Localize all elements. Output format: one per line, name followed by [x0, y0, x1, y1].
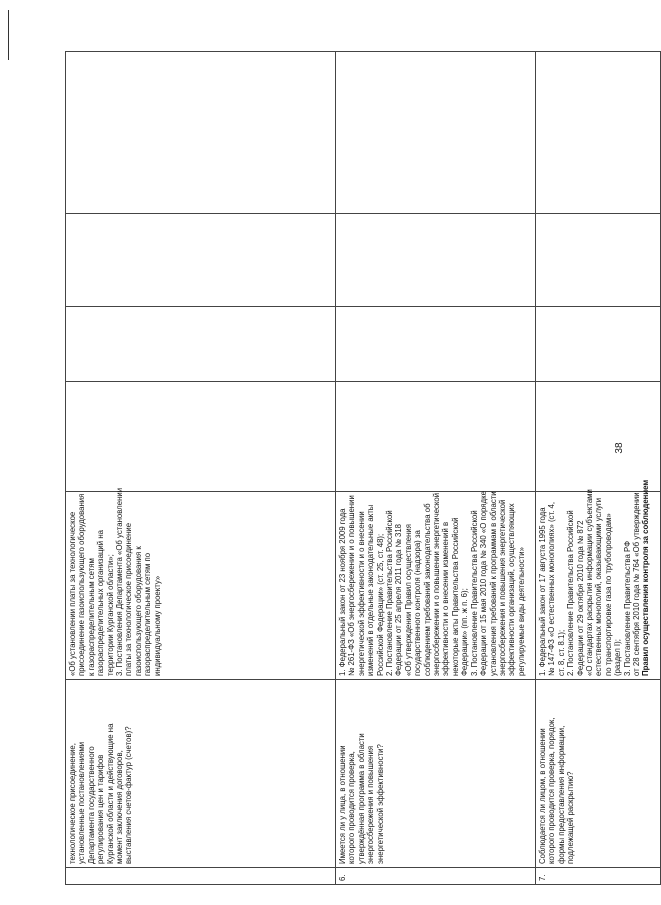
question-line: Курганской области и действующие на	[105, 723, 115, 864]
doc-line: 3. Постановление Правительства РФ	[622, 541, 632, 676]
doc-line: 3. Постановление Правительства Российской	[469, 510, 479, 676]
doc-line: газораспределительных организаций на	[96, 530, 106, 676]
answer-cell	[66, 214, 336, 307]
doc-line: эффективности организаций, осуществляющих	[507, 503, 517, 676]
doc-line: присоединение газоиспользующего оборудования	[77, 493, 87, 676]
row-number: 7.	[536, 868, 661, 885]
doc-line: платы за технологическое присоединение	[124, 522, 134, 676]
question-line: момент заключения договоров,	[115, 750, 125, 864]
question-line: энергосбережения и повышения	[366, 745, 376, 864]
edge-mark	[8, 10, 9, 60]
doc-line: к газораспределительным сетям	[86, 558, 96, 676]
answer-cell	[336, 382, 536, 492]
doc-line: соблюдением требований законодательства об	[422, 503, 432, 676]
doc-line: (раздел I);	[613, 639, 623, 676]
answer-cell	[536, 307, 661, 382]
question-cell	[536, 680, 661, 868]
doc-line: газораспределительным сетям по	[143, 552, 153, 676]
doc-line: Российской Федерации» (ст. 25, ст. 48);	[375, 533, 385, 676]
question-line: установленные постановлениями	[77, 741, 87, 864]
doc-line: от 28 сентября 2010 года № 764 «Об утверждении	[632, 492, 642, 676]
row-number	[66, 868, 336, 885]
legal-basis-cell	[336, 492, 536, 680]
question-line: выставления счетов-фактур (счетов)?	[124, 726, 134, 864]
question-line: подлежащей раскрытию?	[566, 771, 576, 864]
table-row	[66, 52, 336, 885]
answer-cell	[536, 382, 661, 492]
doc-line: изменений в отдельные законодательные акты	[366, 504, 376, 676]
table-row	[336, 52, 536, 885]
legal-basis-cell	[536, 479, 661, 680]
doc-line: № 261-ФЗ «Об энергосбережении и о повышении	[347, 495, 357, 676]
doc-line: 2. Постановление Правительства Российской	[566, 510, 576, 676]
doc-line: государственного контроля (надзора) за	[413, 530, 423, 676]
question-line: Имеется ли у лица, в отношении	[338, 745, 347, 864]
doc-line: по транспортировке газа по трубопроводам»	[603, 513, 613, 676]
doc-line: «Об установлении платы за технологическое	[68, 511, 77, 676]
table-row	[536, 52, 661, 885]
doc-line: № 147-ФЗ «О естественных монополиях» (ст. 4,	[547, 502, 557, 676]
doc-line: Федерации от 25 апреля 2011 года № 318	[394, 523, 404, 676]
notes-cell	[336, 52, 536, 214]
doc-line: 2. Постановление Правительства Российской	[385, 510, 395, 676]
doc-line: некоторые акты Правительства Российской	[450, 517, 460, 676]
question-cell	[66, 680, 336, 868]
doc-line: «О стандартах раскрытия информации субъектами	[585, 489, 595, 676]
answer-cell	[66, 382, 336, 492]
row-number: 6.	[336, 868, 536, 885]
doc-line: 1. Федеральный закон от 17 августа 1995 года	[538, 507, 547, 676]
doc-line: ст. 8, ст. 8.1);	[556, 629, 566, 676]
doc-line: Правил осуществления контроля за соблюдением	[641, 479, 651, 676]
doc-line: Федерации от 15 мая 2010 года № 340 «О порядке	[479, 491, 489, 676]
question-line: технологическое присоединение,	[68, 743, 77, 864]
checklist-table	[65, 51, 661, 885]
notes-cell	[536, 52, 661, 214]
doc-line: «Об утверждении Правил осуществления	[403, 523, 413, 676]
question-line: регулирования цен и тарифов	[96, 754, 106, 864]
page-number: 38	[614, 442, 625, 454]
doc-line: 3. Постановления Департамента «Об установлении	[115, 487, 125, 676]
doc-line: эффективности и о внесении изменений в	[441, 521, 451, 676]
answer-cell	[336, 214, 536, 307]
doc-line: энергосбережении и о повышении энергетической	[432, 492, 442, 676]
doc-line: 1. Федеральный закон от 23 ноября 2009 года	[338, 508, 347, 676]
question-line: энергетической эффективности?	[375, 744, 385, 864]
doc-line: территории Курганской области»;	[105, 554, 115, 676]
doc-line: естественных монополий, оказывающими услуги	[594, 497, 604, 676]
question-line: которого проводится проверка,	[347, 751, 357, 864]
question-line: Департамента государственного	[86, 746, 96, 864]
doc-line: Федерации» (пп. ж п. 6);	[460, 588, 470, 676]
legal-basis-cell	[66, 487, 336, 680]
notes-cell	[66, 52, 336, 214]
doc-line: регулируемые виды деятельности»	[516, 547, 526, 676]
question-line: Соблюдается ли лицом, в отношении	[538, 728, 547, 864]
doc-line: энергосбережения и повышения энергетической	[497, 499, 507, 676]
question-line: формы предоставления информации,	[556, 725, 566, 864]
doc-line: энергетической эффективности и о внесении	[356, 511, 366, 676]
answer-cell	[336, 307, 536, 382]
doc-line: установления требований к программам в области	[488, 491, 498, 676]
answer-cell	[536, 214, 661, 307]
doc-line: Федерации от 29 октября 2010 года № 872	[575, 520, 585, 676]
doc-line: газоиспользующего оборудования к	[133, 546, 143, 676]
question-cell	[336, 680, 536, 868]
question-line: которого проводится проверка, порядок,	[547, 717, 557, 864]
question-line: утверждённая программа в области	[356, 733, 366, 864]
doc-line: индивидуальному проекту»	[152, 575, 162, 676]
answer-cell	[66, 307, 336, 382]
